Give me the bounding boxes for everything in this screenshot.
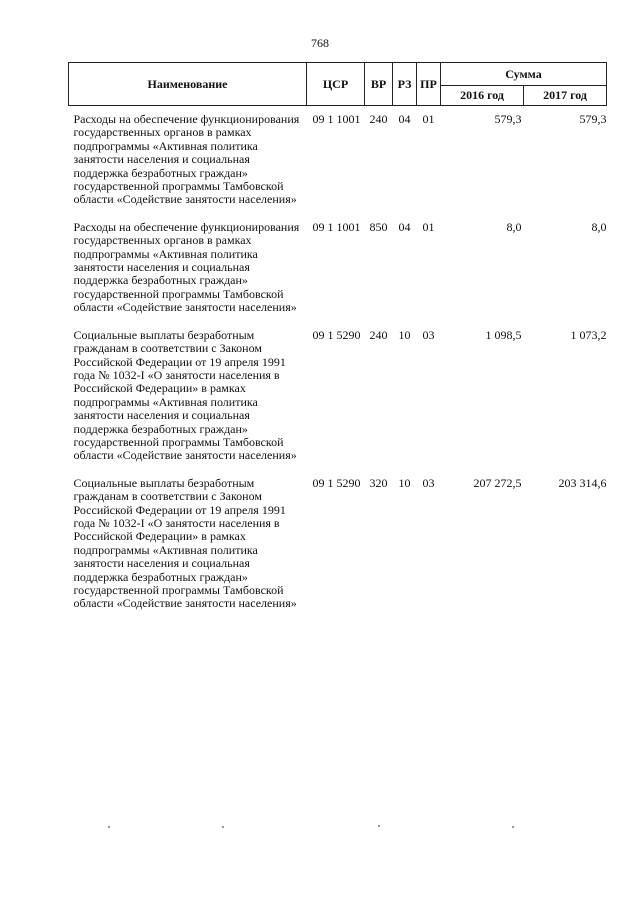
row-csr: 09 1 5290 [312, 327, 361, 342]
row-pr: 01 [422, 112, 435, 126]
header-pr: ПР [417, 63, 441, 106]
row-amount-2017: 203 314,6 [558, 475, 607, 490]
row-pr: 03 [422, 475, 435, 490]
header-vr: ВР [365, 63, 393, 106]
row-vr: 240 [369, 327, 388, 342]
row-vr: 850 [369, 219, 388, 234]
table-row [69, 214, 607, 322]
header-csr: ЦСР [307, 63, 365, 106]
row-name: Расходы на обеспечение функционирования государственных органов в рамках подпрограммы «Активная политика занятости населения и социальная поддержка безработных граждан» государственной программы Тамбовской области «Содействие занятости населения» [73, 219, 300, 315]
scan-mark [512, 826, 514, 828]
scan-mark [222, 826, 224, 828]
scan-mark [108, 826, 110, 828]
row-rz: 04 [398, 112, 411, 126]
row-rz: 04 [398, 219, 411, 234]
table-row [69, 106, 607, 214]
row-amount-2017: 1 073,2 [570, 327, 607, 342]
row-pr: 03 [422, 327, 435, 342]
scan-mark [378, 825, 380, 827]
row-amount-2016: 1 098,5 [485, 327, 522, 342]
row-name: Социальные выплаты безработным гражданам в соответствии с Законом Российской Федерации от 19 апреля 1991 года № 1032-I «О занятости населения в Российской Федерации» в рамках подпрограммы «Активная политика занятости населения и социальная поддержка безработных граждан» государственной программы Тамбовской области «Содействие занятости населения» [73, 475, 297, 611]
row-vr: 240 [369, 112, 388, 126]
header-year-2017: 2017 год [524, 86, 607, 106]
row-pr: 01 [422, 219, 435, 234]
row-rz: 10 [398, 327, 411, 342]
row-name: Социальные выплаты безработным гражданам в соответствии с Законом Российской Федерации от 19 апреля 1991 года № 1032-I «О занятости населения в Российской Федерации» в рамках подпрограммы «Активная политика занятости населения и социальная поддержка безработных граждан» государственной программы Тамбовской области «Содействие занятости населения» [73, 327, 297, 463]
row-csr: 09 1 5290 [312, 475, 361, 490]
table-row [69, 322, 607, 470]
table-row [69, 470, 607, 618]
row-vr: 320 [369, 475, 388, 490]
row-rz: 10 [398, 475, 411, 490]
row-csr: 09 1 1001 [312, 112, 361, 126]
row-amount-2017: 579,3 [579, 112, 607, 126]
row-amount-2017: 8,0 [591, 219, 607, 234]
row-csr: 09 1 1001 [312, 219, 361, 234]
row-name: Расходы на обеспечение функционирования государственных органов в рамках подпрограммы «Активная политика занятости населения и социальная поддержка безработных граждан» государственной программы Тамбовской области «Содействие занятости населения» [73, 112, 300, 207]
row-amount-2016: 579,3 [494, 112, 522, 126]
table-body [69, 106, 607, 618]
row-amount-2016: 8,0 [506, 219, 522, 234]
header-name: Наименование [69, 63, 307, 106]
table-header [69, 63, 607, 106]
row-amount-2016: 207 272,5 [473, 475, 522, 490]
header-year-2016: 2016 год [441, 86, 524, 106]
page-number: 768 [311, 36, 329, 50]
header-sum: Сумма [441, 63, 607, 86]
budget-table [68, 62, 607, 618]
header-rz: РЗ [393, 63, 417, 106]
